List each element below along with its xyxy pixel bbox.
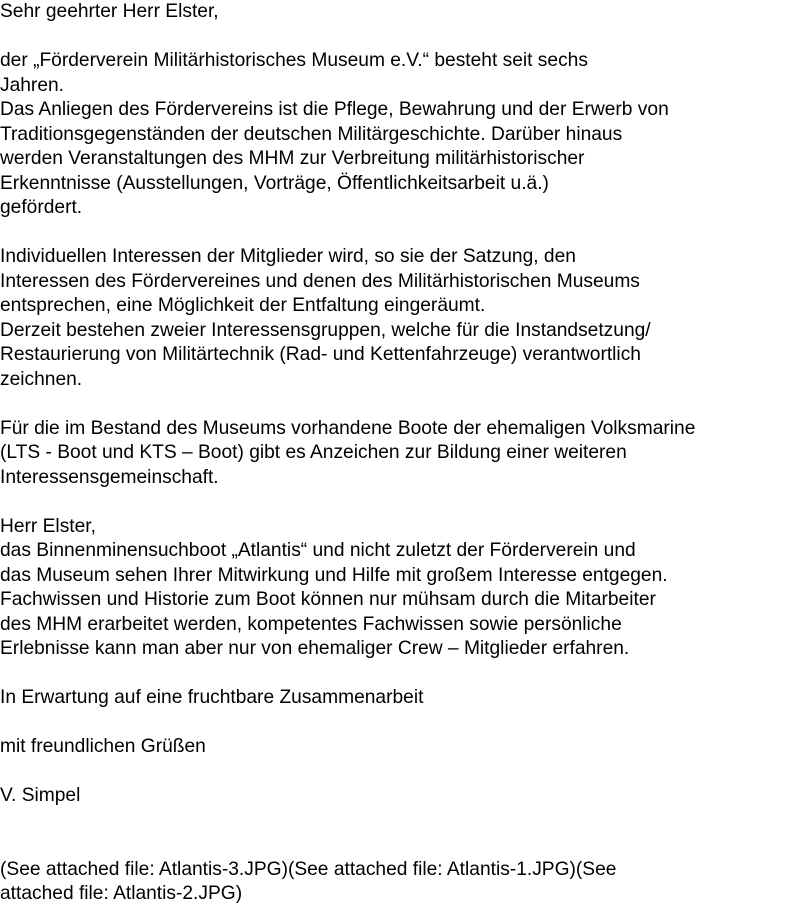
- paragraph-spacer: [0, 25, 800, 50]
- text-line: das Museum sehen Ihrer Mitwirkung und Hilfe mit großem Interesse entgegen.: [0, 564, 668, 586]
- text-line: (LTS - Boot und KTS – Boot) gibt es Anzeichen zur Bildung einer weiteren: [0, 442, 627, 463]
- paragraph-spacer: [0, 809, 800, 858]
- text-line: Traditionsgegenständen der deutschen Militärgeschichte. Darüber hinaus: [0, 123, 623, 145]
- text-line: Individuellen Interessen der Mitglieder wird, so sie der Satzung, den: [0, 246, 576, 267]
- text-line: entsprechen, eine Möglichkeit der Entfaltung eingeräumt.: [0, 295, 486, 316]
- text-line: gefördert.: [0, 197, 83, 218]
- signature-name: V. Simpel: [0, 785, 81, 806]
- text-line: Für die im Bestand des Museums vorhandene Boote der ehemaligen Volksmarine: [0, 417, 696, 439]
- text-line: Interessensgemeinschaft.: [0, 466, 219, 488]
- paragraph-spacer: [0, 662, 800, 687]
- closing-wish: In Erwartung auf eine fruchtbare Zusammenarbeit: [0, 687, 424, 708]
- text-line: werden Veranstaltungen des MHM zur Verbreitung militärhistorischer: [0, 148, 585, 169]
- attachment-line: attached file: Atlantis-2.JPG): [0, 883, 243, 904]
- paragraph-atlantis-request: [0, 515, 800, 662]
- salutation: Sehr geehrter Herr Elster,: [0, 1, 219, 22]
- paragraph-association-intro: [0, 49, 800, 221]
- paragraph-spacer: [0, 711, 800, 736]
- paragraph-member-interests: [0, 245, 800, 392]
- text-line: Herr Elster,: [0, 515, 96, 537]
- text-line: Derzeit bestehen zweier Interessensgruppen, welche für die Instandsetzung/: [0, 319, 651, 341]
- text-line: Interessen des Fördervereines und denen des Militärhistorischen Museums: [0, 270, 640, 292]
- text-line: der „Förderverein Militärhistorisches Museum e.V.“ besteht seit sechs: [0, 50, 588, 71]
- paragraph-navy-boats: [0, 417, 800, 491]
- text-line: Das Anliegen des Fördervereins ist die Pflege, Bewahrung und der Erwerb von: [0, 99, 669, 120]
- text-line: Erlebnisse kann man aber nur von ehemaliger Crew – Mitglieder erfahren.: [0, 638, 630, 659]
- text-line: Fachwissen und Historie zum Boot können nur mühsam durch die Mitarbeiter: [0, 589, 656, 610]
- text-line: des MHM erarbeitet werden, kompetentes Fachwissen sowie persönliche: [0, 613, 622, 635]
- attachments-note: [0, 858, 800, 907]
- text-line: Erkenntnisse (Ausstellungen, Vorträge, Öffentlichkeitsarbeit u.ä.): [0, 172, 549, 194]
- greeting: mit freundlichen Grüßen: [0, 736, 206, 757]
- paragraph-spacer: [0, 221, 800, 246]
- paragraph-spacer: [0, 490, 800, 515]
- text-line: Jahren.: [0, 74, 64, 96]
- attachment-line: (See attached file: Atlantis-3.JPG)(See attached file: Atlantis-1.JPG)(See: [0, 858, 617, 880]
- text-line: Restaurierung von Militärtechnik (Rad- und Kettenfahrzeuge) verantwortlich: [0, 344, 641, 365]
- paragraph-spacer: [0, 760, 800, 785]
- paragraph-spacer: [0, 392, 800, 417]
- text-line: das Binnenminensuchboot „Atlantis“ und nicht zuletzt der Förderverein und: [0, 540, 636, 561]
- text-line: zeichnen.: [0, 368, 83, 390]
